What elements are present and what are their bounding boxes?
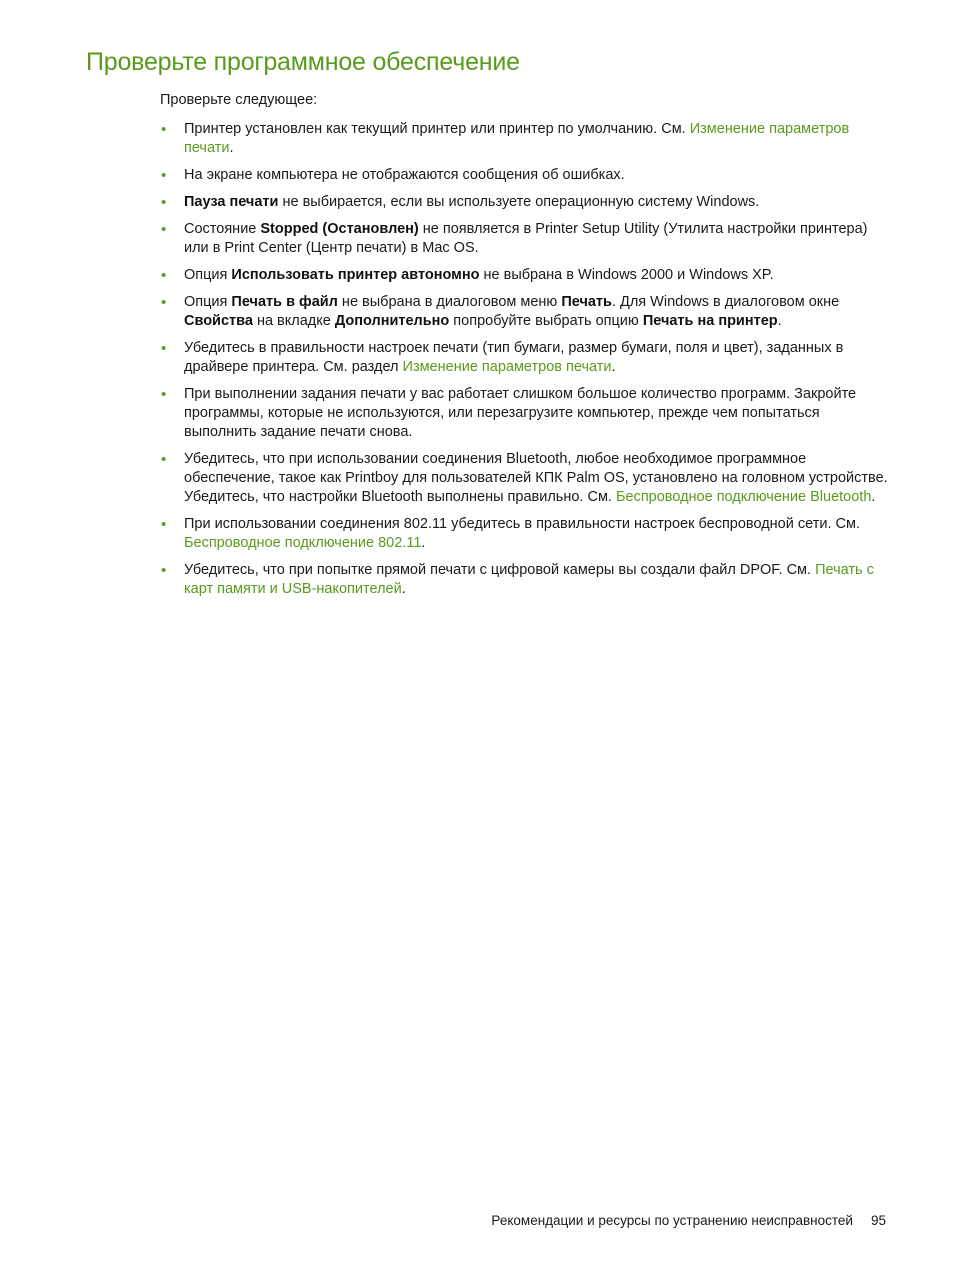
- list-item: [160, 450, 888, 507]
- item-text: .: [401, 581, 406, 597]
- item-text: Состояние: [184, 221, 261, 237]
- list-item: [160, 561, 888, 599]
- item-text: .: [871, 489, 876, 505]
- item-bold-term: Использовать принтер автономно: [231, 267, 480, 283]
- item-text: .: [229, 140, 234, 156]
- bullet-dot-icon: •: [161, 451, 167, 468]
- bullet-dot-icon: •: [161, 194, 167, 211]
- item-text: Убедитесь, что при использовании соединения Bluetooth, любое необходимое программное обеспечение, такое как Printboy для пользователей КПК Palm OS, установлено на головном устройстве. Убедитесь, что настройки Bluetooth выполнены правильно. См.: [184, 451, 888, 505]
- item-text: . Для Windows в диалоговом окне: [611, 294, 840, 310]
- intro-text: Проверьте следующее:: [160, 92, 318, 108]
- item-bold-term: Stopped (Остановлен): [260, 221, 419, 237]
- item-text: не выбирается, если вы используете операционную систему Windows.: [278, 194, 760, 210]
- item-bold-term: Пауза печати: [184, 194, 279, 210]
- item-text: Принтер установлен как текущий принтер или принтер по умолчанию. См.: [184, 121, 690, 137]
- item-bold-term: Печать в файл: [231, 294, 338, 310]
- bullet-dot-icon: •: [161, 516, 167, 533]
- item-bold-term: Свойства: [184, 313, 253, 329]
- item-text: Опция: [184, 267, 232, 283]
- footer-section-title: Рекомендации и ресурсы по устранению неисправностей: [491, 1213, 853, 1228]
- item-text: не выбрана в Windows 2000 и Windows XP.: [479, 267, 774, 283]
- item-text: не появляется в Printer Setup Utility (Утилита настройки принтера) или в Print Center (Центр печати) в Mac OS.: [184, 221, 868, 256]
- list-item: [160, 385, 888, 442]
- list-item: [160, 193, 888, 212]
- bullet-dot-icon: •: [161, 386, 167, 403]
- item-text: При выполнении задания печати у вас работает слишком большое количество программ. Закройте программы, которые не используются, или перезагрузите компьютер, прежде чем попытаться выполнить задание печати снова.: [184, 386, 857, 440]
- item-bold-term: Печать: [561, 294, 612, 310]
- item-text: Убедитесь в правильности настроек печати (тип бумаги, размер бумаги, поля и цвет), заданных в драйвере принтера. См. раздел: [184, 340, 844, 375]
- page-footer: [491, 1213, 886, 1228]
- item-text: Опция: [184, 294, 232, 310]
- bullet-dot-icon: •: [161, 121, 167, 138]
- list-item: [160, 266, 888, 285]
- item-bold-term: Дополнительно: [334, 313, 450, 329]
- bullet-dot-icon: •: [161, 562, 167, 579]
- list-item: [160, 339, 888, 377]
- link-change-print-settings[interactable]: Изменение параметров печати: [402, 359, 612, 375]
- item-text: .: [777, 313, 782, 329]
- item-text: .: [611, 359, 616, 375]
- checklist: [160, 120, 888, 607]
- list-item: [160, 166, 888, 185]
- bullet-dot-icon: •: [161, 294, 167, 311]
- page-number: 95: [870, 1213, 886, 1228]
- link-change-print-settings[interactable]: Изменение параметров печати: [184, 121, 850, 156]
- list-item: [160, 515, 888, 553]
- item-text: попробуйте выбрать опцию: [449, 313, 643, 329]
- item-text: Убедитесь, что при попытке прямой печати с цифровой камеры вы создали файл DPOF. См.: [184, 562, 816, 578]
- item-text: .: [421, 535, 426, 551]
- list-item: [160, 120, 888, 158]
- bullet-dot-icon: •: [161, 167, 167, 184]
- item-text: При использовании соединения 802.11 убедитесь в правильности настроек беспроводной сети. См.: [184, 516, 860, 532]
- list-item: [160, 220, 888, 258]
- link-80211-connection[interactable]: Беспроводное подключение 802.11: [184, 535, 422, 551]
- link-print-memory-cards[interactable]: Печать с карт памяти и USB-накопителей: [184, 562, 874, 597]
- link-bluetooth-connection[interactable]: Беспроводное подключение Bluetooth: [615, 489, 872, 505]
- list-item: [160, 293, 888, 331]
- item-text: На экране компьютера не отображаются сообщения об ошибках.: [184, 167, 625, 183]
- bullet-dot-icon: •: [161, 267, 167, 284]
- item-bold-term: Печать на принтер: [642, 313, 778, 329]
- bullet-dot-icon: •: [161, 221, 167, 238]
- item-text: на вкладке: [252, 313, 335, 329]
- item-text: не выбрана в диалоговом меню: [337, 294, 562, 310]
- bullet-dot-icon: •: [161, 340, 167, 357]
- page-title: Проверьте программное обеспечение: [86, 48, 520, 76]
